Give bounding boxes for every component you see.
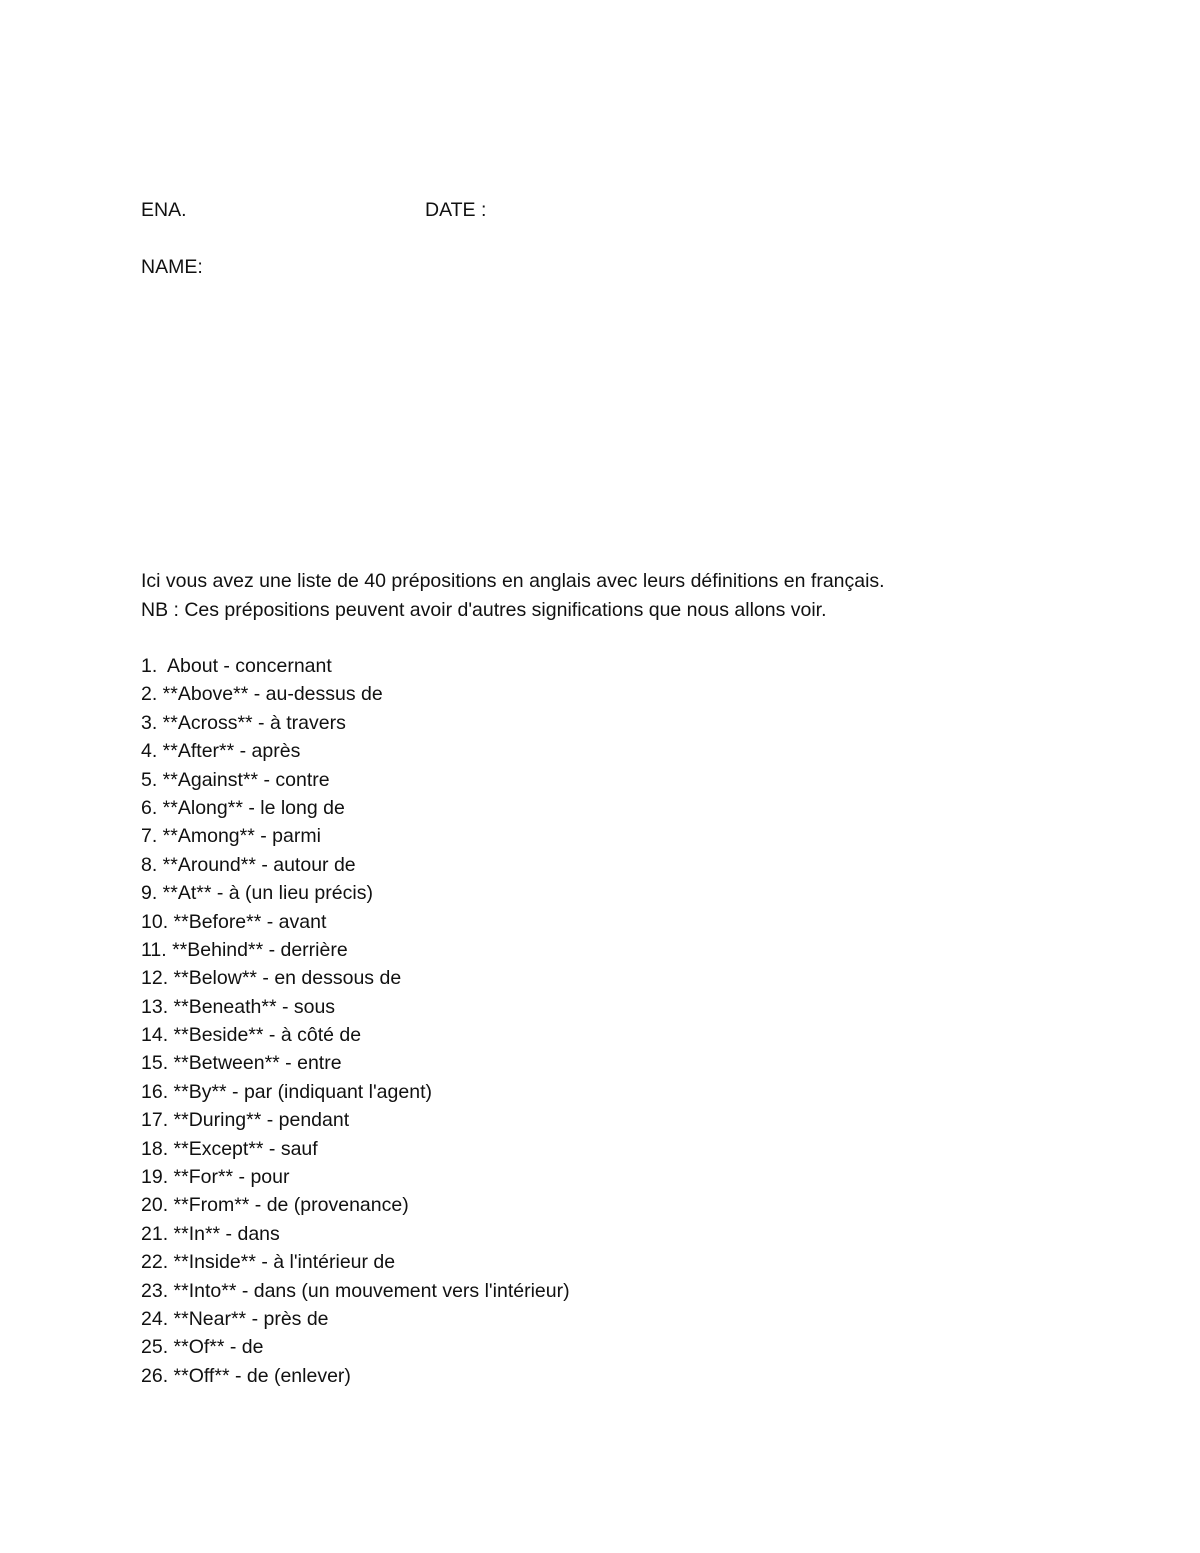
intro-paragraph — [141, 567, 1141, 625]
list-item: 12. **Below** - en dessous de — [141, 967, 402, 990]
list-item: 10. **Before** - avant — [141, 910, 327, 933]
list-item: 3. **Across** - à travers — [141, 711, 346, 734]
intro-note-line: NB : Ces prépositions peuvent avoir d'autres significations que nous allons voir. — [141, 599, 827, 621]
list-item: 4. **After** - après — [141, 740, 301, 763]
date-label: DATE : — [425, 199, 487, 221]
list-item: 19. **For** - pour — [141, 1166, 290, 1189]
list-item: 2. **Above** - au-dessus de — [141, 683, 383, 706]
list-item: 21. **In** - dans — [141, 1222, 280, 1245]
list-item: 8. **Around** - autour de — [141, 853, 356, 876]
list-item: 20. **From** - de (provenance) — [141, 1194, 409, 1217]
list-item: 25. **Of** - de — [141, 1336, 264, 1359]
name-label: NAME: — [141, 256, 203, 278]
list-item: 1. About - concernant — [141, 655, 332, 677]
header-row — [141, 199, 1041, 225]
list-item: 22. **Inside** - à l'intérieur de — [141, 1251, 396, 1274]
list-item: 11. **Behind** - derrière — [141, 938, 348, 961]
list-item: 24. **Near** - près de — [141, 1307, 329, 1330]
intro-line: Ici vous avez une liste de 40 prépositions en anglais avec leurs définitions en français. — [141, 570, 885, 592]
list-item: 13. **Beneath** - sous — [141, 995, 336, 1018]
list-item: 6. **Along** - le long de — [141, 796, 345, 819]
prepositions-list — [141, 652, 1141, 1390]
list-item: 18. **Except** - sauf — [141, 1137, 318, 1160]
list-item: 14. **Beside** - à côté de — [141, 1024, 362, 1047]
list-item: 15. **Between** - entre — [141, 1052, 342, 1075]
list-item: 23. **Into** - dans (un mouvement vers l'intérieur) — [141, 1279, 570, 1302]
ena-label: ENA. — [141, 199, 187, 221]
list-item: 7. **Among** - parmi — [141, 825, 321, 848]
list-item: 9. **At** - à (un lieu précis) — [141, 882, 373, 905]
list-item: 17. **During** - pendant — [141, 1109, 350, 1132]
list-item: 16. **By** - par (indiquant l'agent) — [141, 1080, 432, 1103]
list-item: 26. **Off** - de (enlever) — [141, 1364, 351, 1387]
list-item: 5. **Against** - contre — [141, 768, 330, 791]
